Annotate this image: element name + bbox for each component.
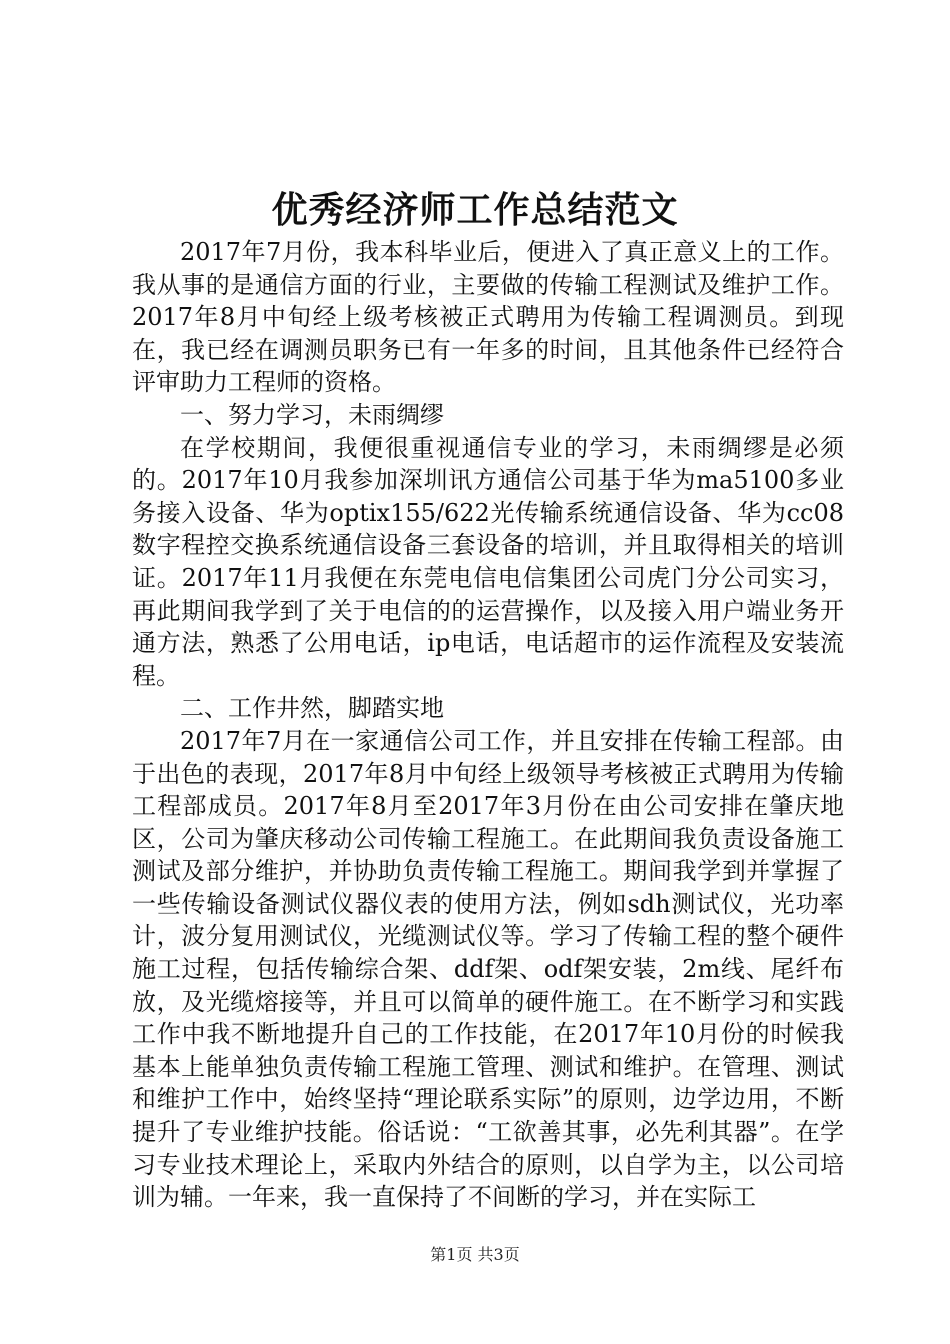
page-footer: 第1页 共3页 — [430, 1245, 520, 1264]
paragraph-study: 在学校期间，我便很重视通信专业的学习，未雨绸缪是必须的。2017年10月我参加深圳讯方通信公司基于华为ma5100多业务接入设备、华为optix155/622光传输系统通信设备、华为cc08数字程控交换系统通信设备三套设备的培训，并且取得相关的培训证。2017年11月我便在东莞电信电信集团公司虎门分公司实习，再此期间我学到了关于电信的的运营操作，以及接入用户端业务开通方法，熟悉了公用电话，ip电话，电话超市的运作流程及安装流程。 — [132, 433, 844, 690]
page-title: 优秀经济师工作总结范文 — [271, 189, 679, 231]
paragraph-intro: 2017年7月份，我本科毕业后，便进入了真正意义上的工作。我从事的是通信方面的行业，主要做的传输工程测试及维护工作。2017年8月中旬经上级考核被正式聘用为传输工程调测员。到现在，我已经在调测员职务已有一年多的时间，且其他条件已经符合评审助力工程师的资格。 — [132, 238, 844, 397]
document-body — [132, 236, 844, 1214]
paragraph-work: 2017年7月在一家通信公司工作，并且安排在传输工程部。由于出色的表现，2017年8月中旬经上级领导考核被正式聘用为传输工程部成员。2017年8月至2017年3月份在由公司安排在肇庆地区，公司为肇庆移动公司传输工程施工。在此期间我负责设备施工测试及部分维护，并协助负责传输工程施工。期间我学到并掌握了一些传输设备测试仪器仪表的使用方法，例如sdh测试仪，光功率计，波分复用测试仪，光缆测试仪等。学习了传输工程的整个硬件施工过程，包括传输综合架、ddf架、odf架安装，2m线、尾纤布放，及光缆熔接等，并且可以简单的硬件施工。在不断学习和实践工作中我不断地提升自己的工作技能，在2017年10月份的时候我基本上能单独负责传输工程施工管理、测试和维护。在管理、测试和维护工作中，始终坚持“理论联系实际”的原则，边学边用，不断提升了专业维护技能。俗话说：“工欲善其事，必先利其器”。在学习专业技术理论上，采取内外结合的原则，以自学为主，以公司培训为辅。一年来，我一直保持了不间断的学习，并在实际工 — [132, 726, 844, 1212]
section-heading-2: 二、工作井然，脚踏实地 — [180, 694, 444, 723]
section-heading-1: 一、努力学习，未雨绸缪 — [180, 400, 444, 429]
